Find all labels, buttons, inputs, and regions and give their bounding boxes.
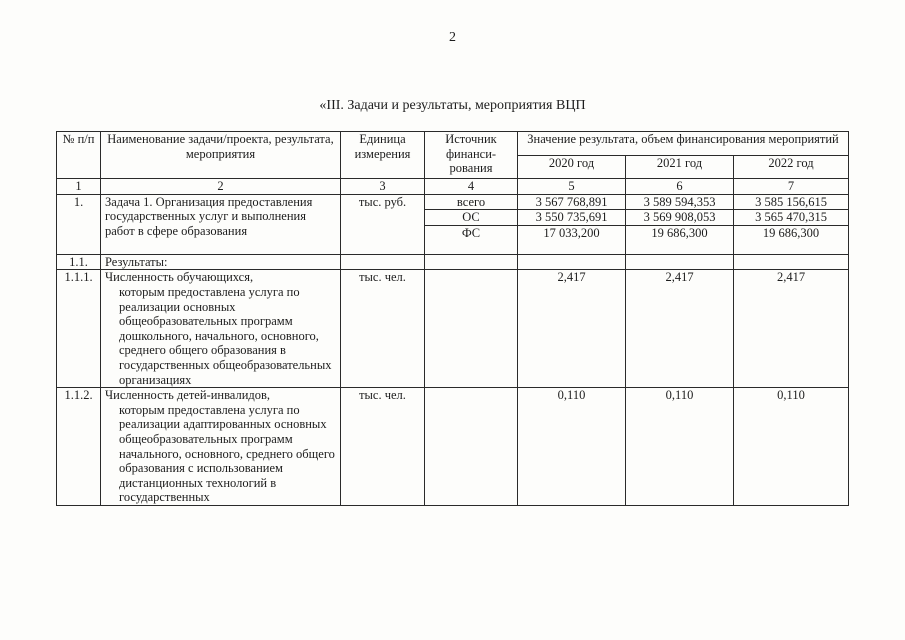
header-value-group: Значение результата, объем финансирования мероприятий <box>518 132 849 156</box>
result-1-1-2-2020: 0,110 <box>518 388 626 506</box>
task1-unit: тыс. руб. <box>341 194 425 254</box>
result-1-1-2-row <box>57 388 849 506</box>
header-source: Источник финанси-рования <box>425 132 518 179</box>
header-name: Наименование задачи/проекта, результата, мероприятия <box>101 132 341 179</box>
result-1-1-2-number: 1.1.2. <box>57 388 101 506</box>
results-2021-empty <box>626 254 734 270</box>
result-1-1-1-2022: 2,417 <box>734 270 849 388</box>
column-number: 4 <box>425 179 518 195</box>
header-year-2021: 2021 год <box>626 155 734 179</box>
result-1-1-1-row <box>57 270 849 388</box>
results-row <box>57 254 849 270</box>
tasks-results-table <box>56 131 849 506</box>
section-heading: «III. Задачи и результаты, мероприятия ВЦП <box>319 98 586 113</box>
results-unit-empty <box>341 254 425 270</box>
column-numbers-row <box>57 179 849 195</box>
task1-total-2020: 3 567 768,891 <box>518 194 626 210</box>
task1-os-2022: 3 565 470,315 <box>734 210 849 226</box>
result-1-1-2-unit: тыс. чел. <box>341 388 425 506</box>
results-source-empty <box>425 254 518 270</box>
header-unit: Единица измерения <box>341 132 425 179</box>
result-1-1-1-number: 1.1.1. <box>57 270 101 388</box>
result-1-1-1-name <box>101 270 341 388</box>
results-2020-empty <box>518 254 626 270</box>
result-1-1-2-name <box>101 388 341 506</box>
result-1-1-2-2021: 0,110 <box>626 388 734 506</box>
column-number: 6 <box>626 179 734 195</box>
column-number: 2 <box>101 179 341 195</box>
task1-source-os: ОС <box>425 210 518 226</box>
task1-row-total <box>57 194 849 210</box>
result-1-1-2-source-empty <box>425 388 518 506</box>
task1-number: 1. <box>57 194 101 254</box>
header-year-2022: 2022 год <box>734 155 849 179</box>
task1-total-2021: 3 589 594,353 <box>626 194 734 210</box>
result-1-1-2-name-rest: которым предоставлена услуга по реализации адаптированных основных общеобразовательных программ начального, основного, среднего общего образования с использованием дистанционных технологий в государственных <box>119 402 335 505</box>
task1-source-fs: ФС <box>425 225 518 254</box>
header-row-1 <box>57 132 849 156</box>
task1-name: Задача 1. Организация предоставления государственных услуг и выполнения работ в сфере образования <box>101 194 341 254</box>
result-1-1-2-name-first-line: Численность детей-инвалидов, <box>105 388 271 403</box>
result-1-1-1-2021: 2,417 <box>626 270 734 388</box>
result-1-1-1-2020: 2,417 <box>518 270 626 388</box>
result-1-1-2-2022: 0,110 <box>734 388 849 506</box>
results-number: 1.1. <box>57 254 101 270</box>
header-number: № п/п <box>57 132 101 179</box>
task1-fs-2020: 17 033,200 <box>518 225 626 254</box>
column-number: 5 <box>518 179 626 195</box>
column-number: 1 <box>57 179 101 195</box>
result-1-1-1-source-empty <box>425 270 518 388</box>
result-1-1-1-unit: тыс. чел. <box>341 270 425 388</box>
column-number: 7 <box>734 179 849 195</box>
task1-fs-2021: 19 686,300 <box>626 225 734 254</box>
task1-fs-2022: 19 686,300 <box>734 225 849 254</box>
column-number: 3 <box>341 179 425 195</box>
page-number: 2 <box>449 30 456 45</box>
task1-source-total: всего <box>425 194 518 210</box>
results-2022-empty <box>734 254 849 270</box>
results-label: Результаты: <box>101 254 341 270</box>
task1-os-2020: 3 550 735,691 <box>518 210 626 226</box>
task1-os-2021: 3 569 908,053 <box>626 210 734 226</box>
result-1-1-1-name-first-line: Численность обучающихся, <box>105 270 254 285</box>
header-year-2020: 2020 год <box>518 155 626 179</box>
task1-total-2022: 3 585 156,615 <box>734 194 849 210</box>
result-1-1-1-name-rest: которым предоставлена услуга по реализации основных общеобразовательных программ дошкольного, начального, основного, среднего общего образования в государственных общеобразовательных организациях <box>119 284 332 387</box>
